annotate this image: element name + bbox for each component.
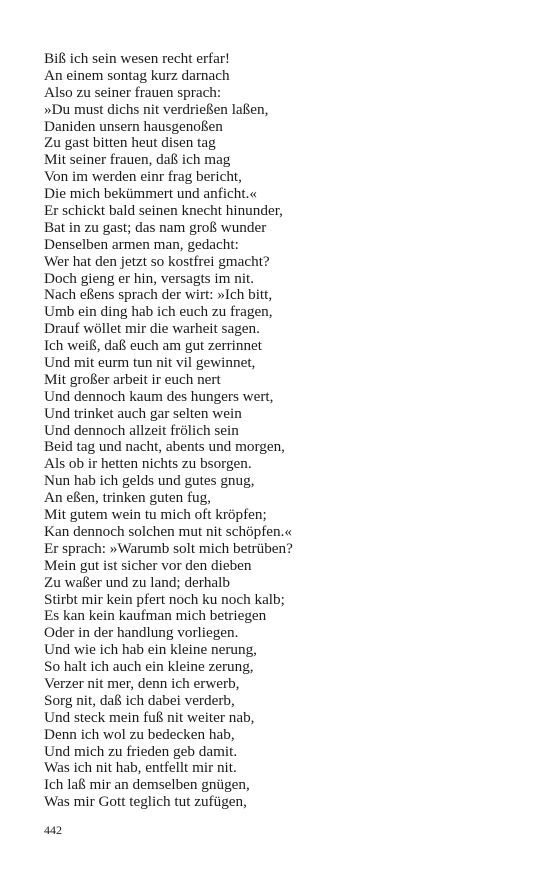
poem-line: Von im werden einr frag bericht, <box>44 168 242 186</box>
poem-line: Und dennoch kaum des hungers wert, <box>44 387 274 405</box>
poem-line: Und wie ich hab ein kleine nerung, <box>44 641 257 659</box>
poem-line: Sorg nit, daß ich dabei verderb, <box>44 691 235 709</box>
poem-line: Oder in der handlung vorliegen. <box>44 624 239 642</box>
poem-line: Denn ich wol zu bedecken hab, <box>44 725 235 743</box>
poem-line: Daniden unsern hausgenoßen <box>44 117 223 135</box>
poem-line: Kan dennoch solchen mut nit schöpfen.« <box>44 522 293 540</box>
poem-line: Und mich zu frieden geb damit. <box>44 742 238 760</box>
poem-line: So halt ich auch ein kleine zerung, <box>44 658 254 676</box>
poem-line: Mit großer arbeit ir euch nert <box>44 370 221 388</box>
poem-line: Also zu seiner frauen sprach: <box>44 83 222 101</box>
poem-line: »Du must dichs nit verdrießen laßen, <box>44 100 269 118</box>
poem-line: Zu waßer und zu land; derhalb <box>44 573 230 591</box>
poem-text <box>44 51 293 811</box>
poem-line: Drauf wöllet mir die warheit sagen. <box>44 320 260 338</box>
poem-line: Nun hab ich gelds und gutes gnug, <box>44 472 255 490</box>
poem-line: Verzer nit mer, denn ich erwerb, <box>44 674 240 692</box>
poem-line: Und trinket auch gar selten wein <box>44 404 242 422</box>
poem-line: An einem sontag kurz darnach <box>44 66 230 84</box>
poem-line: Denselben armen man, gedacht: <box>44 235 239 253</box>
poem-line: Wer hat den jetzt so kostfrei gmacht? <box>44 252 270 270</box>
poem-line: Nach eßens sprach der wirt: »Ich bitt, <box>44 286 273 304</box>
poem-line: Er schickt bald seinen knecht hinunder, <box>44 202 283 220</box>
poem-line: Umb ein ding hab ich euch zu fragen, <box>44 303 273 321</box>
poem-line: Zu gast bitten heut disen tag <box>44 134 216 152</box>
poem-line: Ich weiß, daß euch am gut zerrinnet <box>44 337 263 355</box>
poem-line: Was ich nit hab, entfellt mir nit. <box>44 759 237 777</box>
poem-line: Und dennoch allzeit frölich sein <box>44 421 239 439</box>
poem-line: Mit seiner frauen, daß ich mag <box>44 151 231 169</box>
poem-line: Als ob ir hetten nichts zu bsorgen. <box>44 455 252 473</box>
poem-line: Es kan kein kaufman mich betriegen <box>44 607 267 625</box>
poem-line: Ich laß mir an demselben gnügen, <box>44 776 250 794</box>
page-number: 442 <box>44 823 62 837</box>
poem-line: Und steck mein fuß nit weiter nab, <box>44 708 255 726</box>
poem-line: Mein gut ist sicher vor den dieben <box>44 556 252 574</box>
poem-line: Biß ich sein wesen recht erfar! <box>44 50 230 67</box>
poem-line: Bat in zu gast; das nam groß wunder <box>44 218 267 236</box>
poem-line: Und mit eurm tun nit vil gewinnet, <box>44 354 256 372</box>
poem-line: Was mir Gott teglich tut zufügen, <box>44 793 247 811</box>
poem-line: Beid tag und nacht, abents und morgen, <box>44 438 285 456</box>
poem-line: Stirbt mir kein pfert noch ku noch kalb; <box>44 590 285 608</box>
poem-line: An eßen, trinken guten fug, <box>44 489 212 507</box>
poem-line: Er sprach: »Warumb solt mich betrüben? <box>44 539 293 557</box>
poem-line: Die mich bekümmert und anficht.« <box>44 185 257 203</box>
poem-line: Doch gieng er hin, versagts im nit. <box>44 269 255 287</box>
poem-line: Mit gutem wein tu mich oft kröpfen; <box>44 506 267 524</box>
